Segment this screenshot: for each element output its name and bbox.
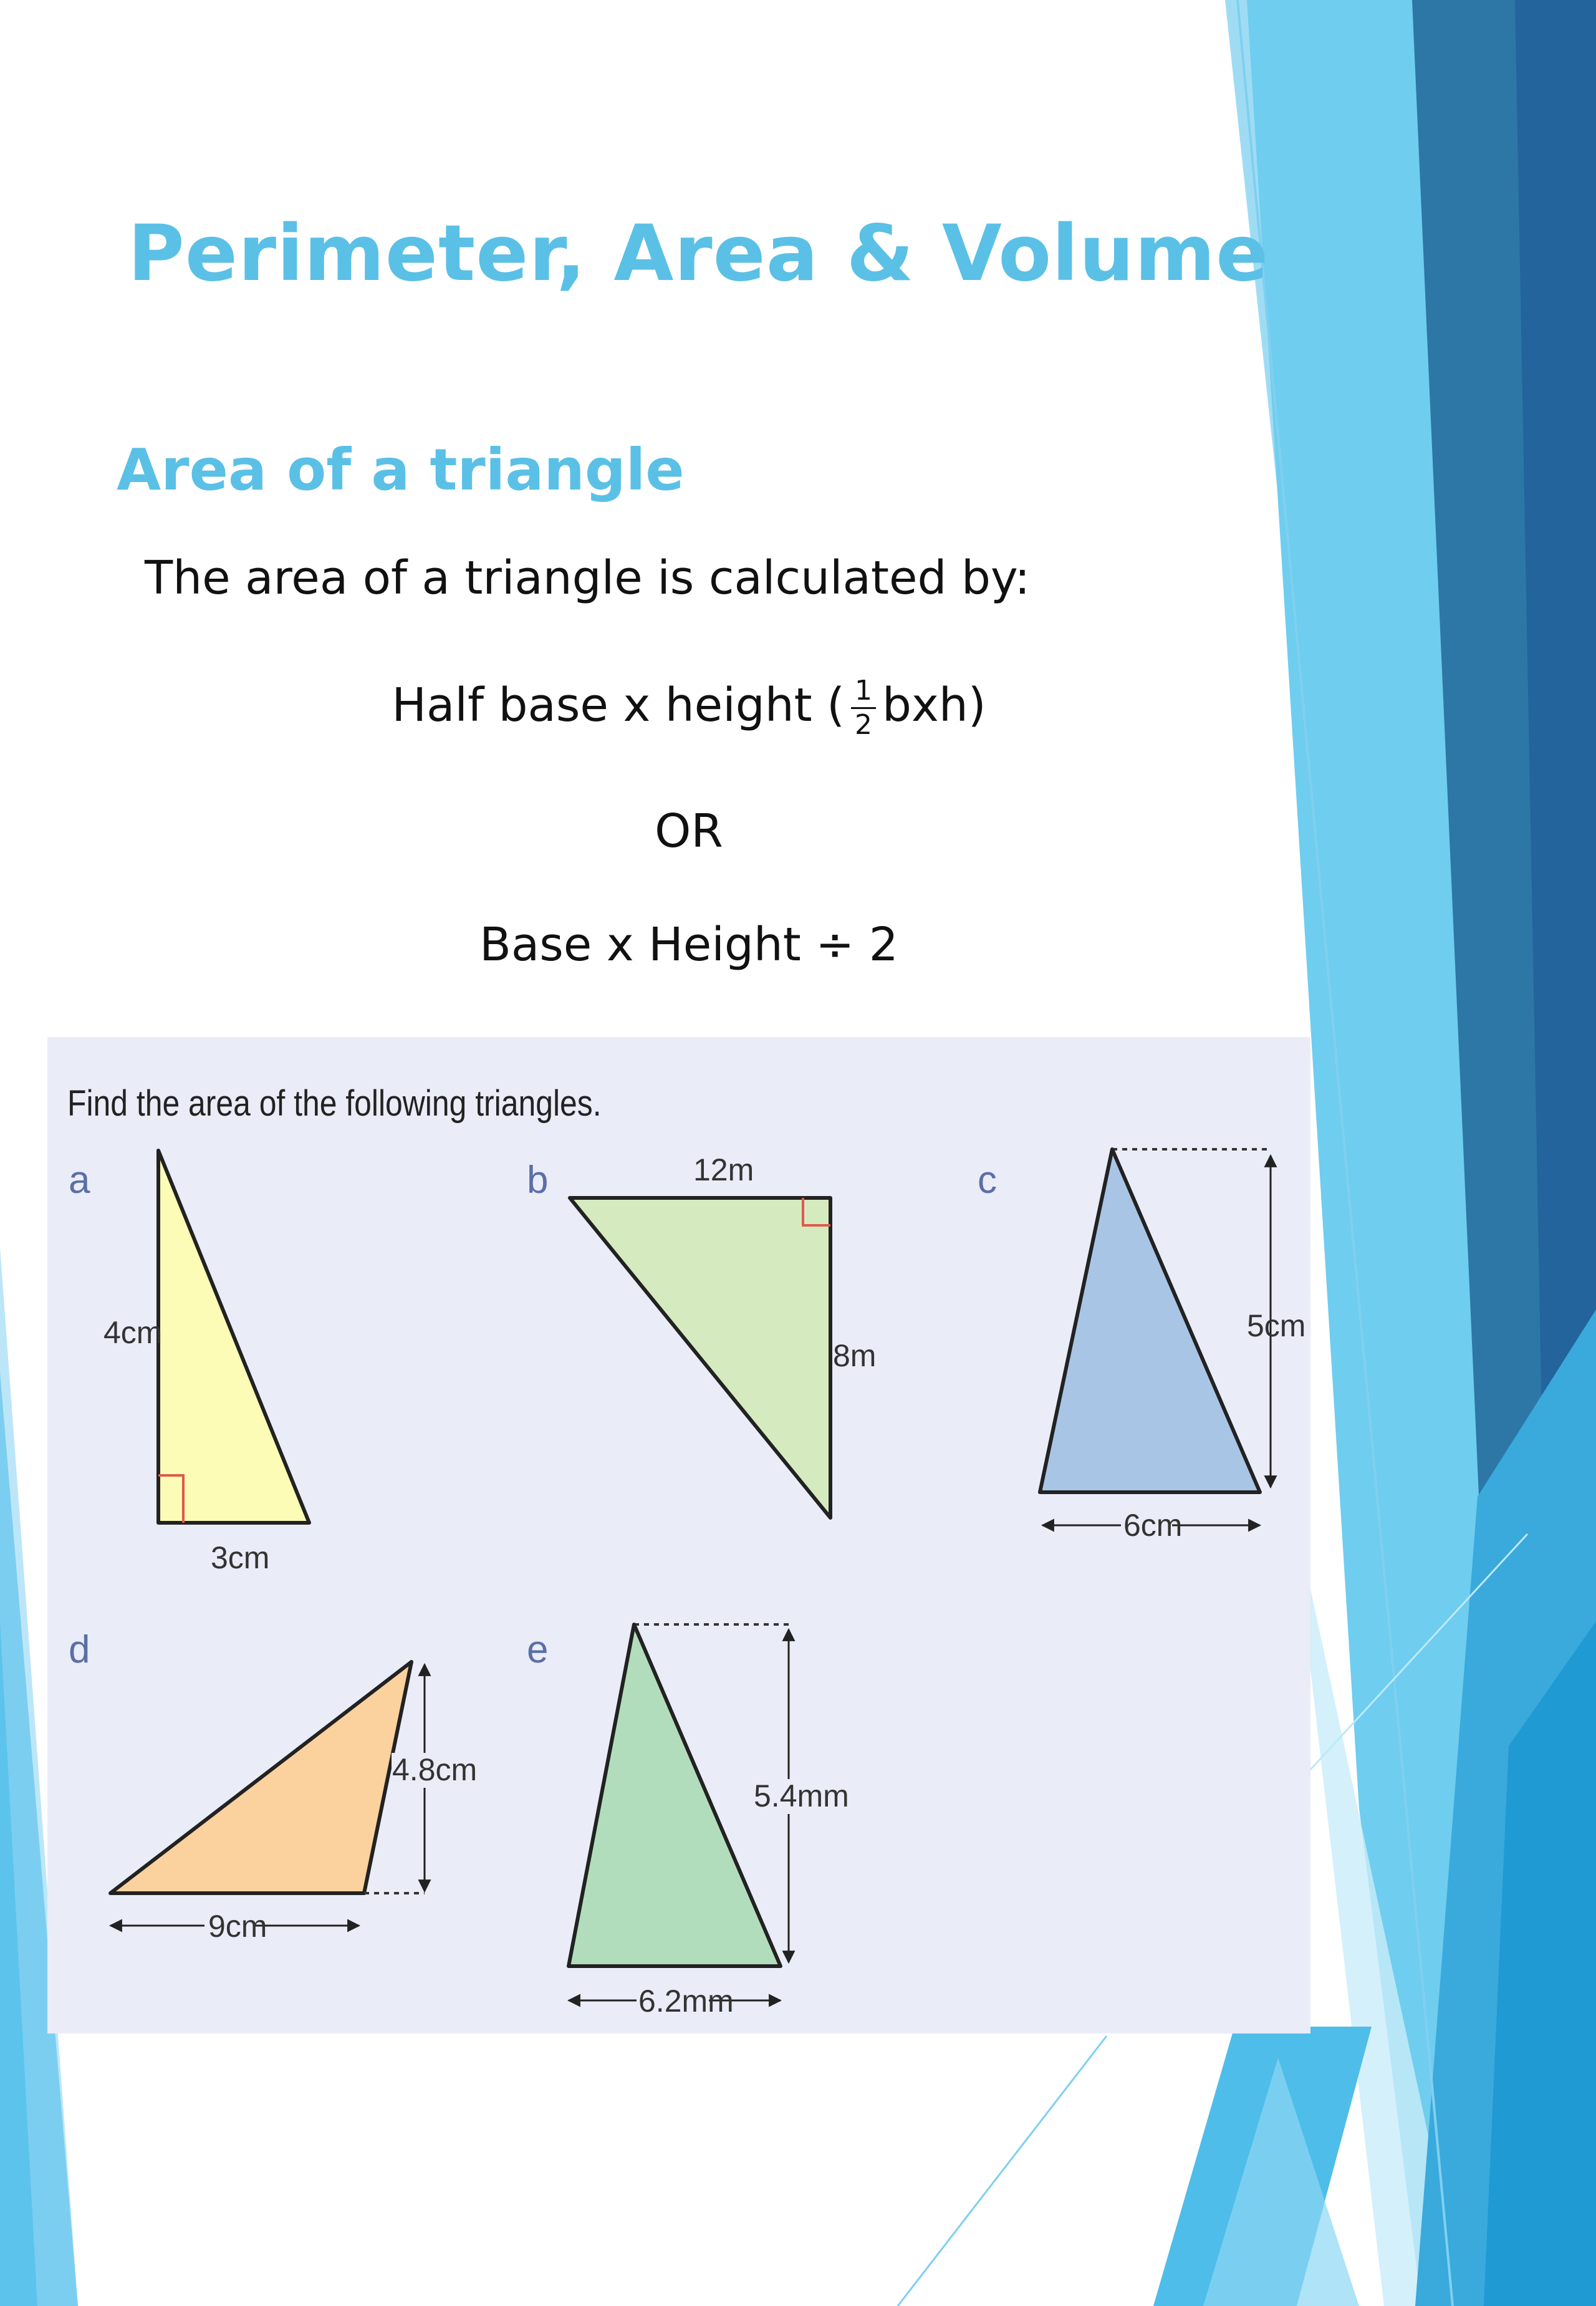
triangle-a-height-label: 4cm	[103, 1315, 163, 1350]
formula-base-height-divided: Base x Height ÷ 2	[479, 918, 898, 972]
triangle-b-top-label: 12m	[693, 1152, 754, 1187]
triangle-e-height-label: 5.4mm	[754, 1778, 849, 1813]
triangle-exercise-panel	[47, 1037, 1310, 2033]
triangle-letter-e: e	[527, 1628, 549, 1671]
triangle-letter-c: c	[978, 1159, 997, 1202]
triangle-e-base-label: 6.2mm	[638, 1984, 734, 2019]
triangle-letter-d: d	[69, 1628, 90, 1671]
formula-half-base-height	[0, 677, 1378, 739]
fraction-one-half	[851, 677, 876, 739]
slide-subtitle: Area of a triangle	[117, 437, 685, 503]
triangle-b-side-label: 8m	[833, 1338, 877, 1373]
triangle-letter-a: a	[69, 1159, 90, 1202]
or-text: OR	[655, 804, 723, 858]
formula-1-text: Half base x height (	[392, 678, 845, 733]
intro-text: The area of a triangle is calculated by:	[145, 551, 1031, 605]
exercise-heading: Find the area of the following triangles.	[67, 1083, 602, 1124]
triangle-a-base-label: 3cm	[211, 1540, 270, 1575]
deco-line-2	[898, 2036, 1107, 2306]
slide-title: Perimeter, Area & Volume	[128, 209, 1269, 299]
fraction-numerator: 1	[851, 677, 876, 709]
triangle-d-base-label: 9cm	[208, 1909, 267, 1944]
triangle-letter-b: b	[527, 1159, 549, 1202]
triangle-d-height-label: 4.8cm	[392, 1752, 478, 1787]
fraction-denominator: 2	[855, 709, 873, 741]
triangle-c-base-label: 6cm	[1123, 1508, 1183, 1543]
triangle-c-height-label: 5cm	[1247, 1308, 1306, 1343]
formula-1-tail: bxh)	[882, 678, 986, 733]
